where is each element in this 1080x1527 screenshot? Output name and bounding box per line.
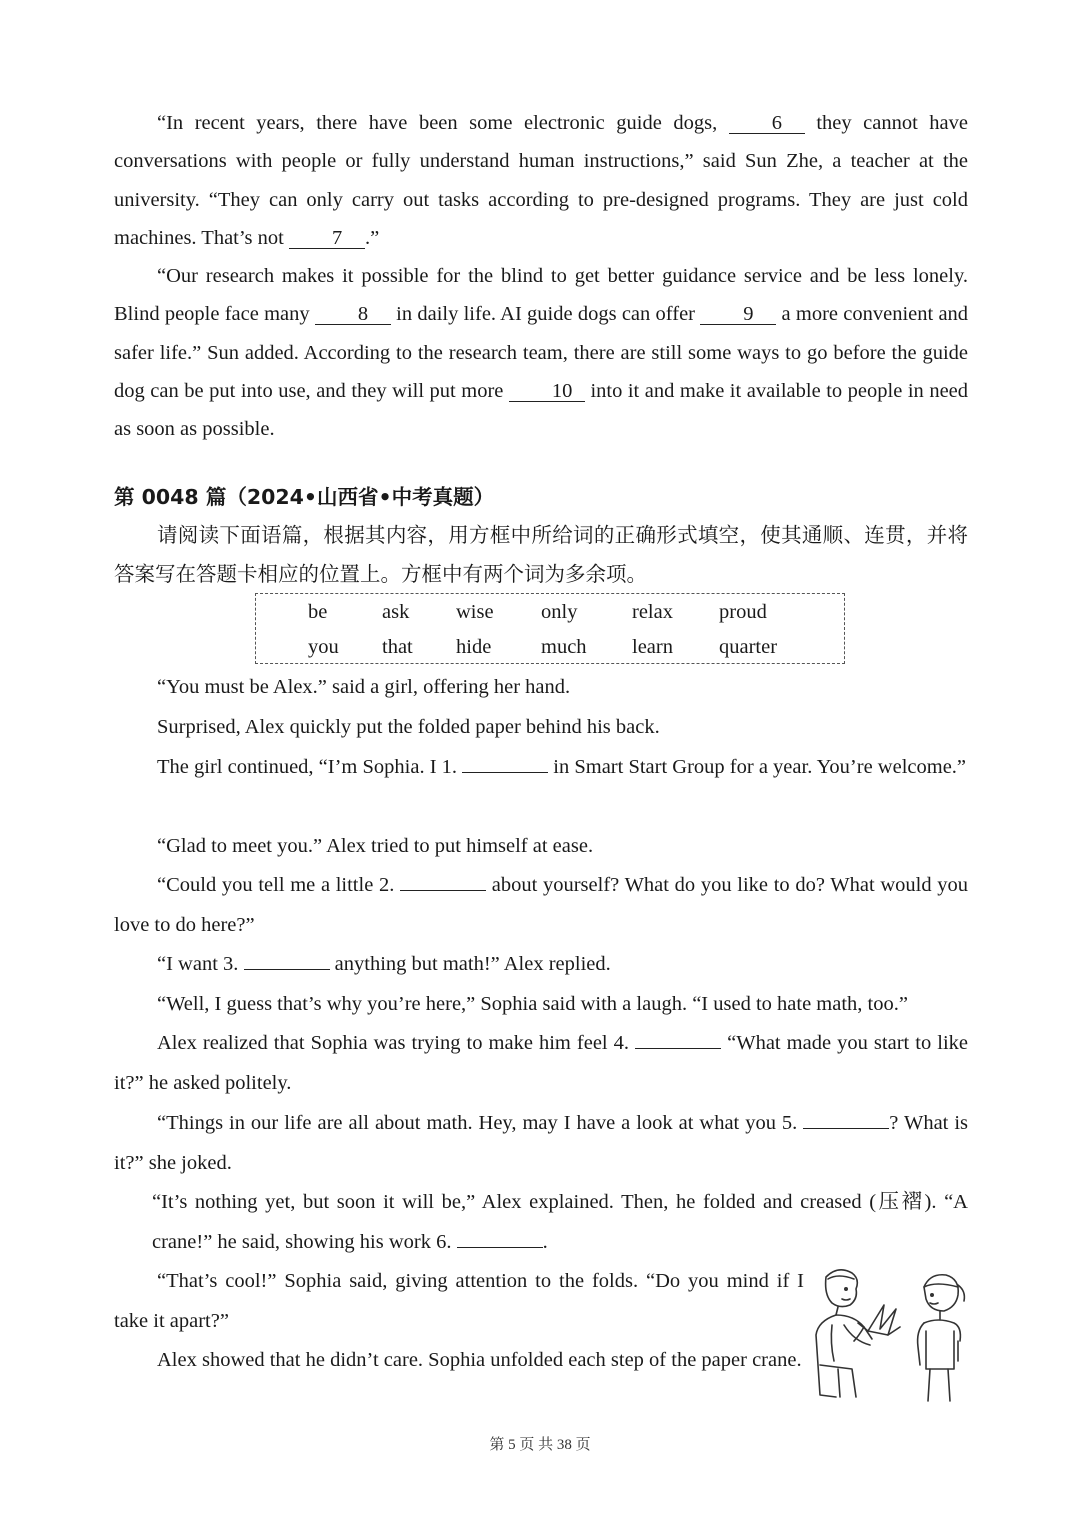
text: ? What is it?” she joked. — [114, 1112, 969, 1174]
story-line-7: “Well, I guess that’s why you’re here,” Sophia said with a laugh. “I used to hate math, too.” — [157, 993, 908, 1015]
story-line-6 — [114, 945, 968, 983]
word: learn — [632, 636, 673, 658]
blank-9[interactable]: 9 — [700, 304, 776, 325]
word: hide — [456, 636, 492, 658]
section-heading: 第 0048 篇（2024•山西省•中考真题） — [114, 485, 495, 509]
blank-3[interactable] — [244, 949, 330, 970]
story-line-10 — [152, 1183, 968, 1262]
word-box — [255, 593, 845, 664]
blank-7[interactable]: 7 — [289, 228, 365, 249]
blank-1[interactable] — [462, 752, 548, 773]
text: into it and make it available to people in need as soon as possible. — [114, 379, 969, 441]
text: Alex realized that Sophia was trying to make him feel 4. — [157, 1032, 630, 1054]
blank-2[interactable] — [400, 870, 486, 891]
passage1-paragraph2 — [114, 257, 968, 448]
story-line-2: Surprised, Alex quickly put the folded paper behind his back. — [157, 716, 660, 738]
text: a more convenient and safer life.” Sun added. According to the research team, there are still some ways to go before the guide dog can be put into use, and they will put more — [114, 303, 969, 402]
blank-4[interactable] — [635, 1028, 721, 1049]
story-line-8 — [114, 1024, 968, 1103]
instruction-text: 请阅读下面语篇，根据其内容，用方框中所给词的正确形式填空，使其通顺、连贯，并将答案写在答题卡相应的位置上。方框中有两个词为多余项。 — [114, 523, 968, 586]
passage1-paragraph1 — [114, 104, 968, 257]
word: much — [541, 636, 587, 658]
text: they cannot have conversations with people or fully understand human instructions,” said Sun Zhe, a teacher at the university. “They can only carry out tasks according to pre-designed programs. They are just cold machines. That’s not — [114, 112, 969, 249]
blank-6[interactable]: 6 — [729, 113, 805, 134]
blank-6-story[interactable] — [457, 1227, 543, 1248]
word: ask — [382, 601, 410, 623]
text: “Our research makes it possible for the blind to get better guidance service and be less lonely. Blind people face many — [114, 265, 968, 326]
boy-figure — [816, 1270, 872, 1397]
text: “Things in our life are all about math. Hey, may I have a look at what you 5. — [157, 1112, 798, 1134]
illustration-boy-girl-crane — [808, 1265, 972, 1405]
blank-8[interactable]: 8 — [315, 304, 391, 325]
word: wise — [456, 601, 494, 623]
page-number-footer: 第 5 页 共 38 页 — [489, 1437, 591, 1453]
story-line-3 — [114, 748, 968, 788]
story-line-5 — [114, 866, 968, 945]
text: . — [542, 1230, 548, 1253]
story-line-12: Alex showed that he didn’t care. Sophia unfolded each step of the paper crane. — [157, 1349, 802, 1371]
story-line-1: “You must be Alex.” said a girl, offering her hand. — [157, 676, 571, 698]
story-line-9 — [114, 1104, 968, 1183]
blank-5[interactable] — [803, 1108, 889, 1129]
text: “I want 3. — [157, 953, 239, 975]
text: “What made you start to like it?” he asked politely. — [114, 1032, 968, 1094]
text: “In recent years, there have been some electronic guide dogs, — [157, 112, 718, 134]
word: you — [308, 636, 339, 658]
story-line-4: “Glad to meet you.” Alex tried to put himself at ease. — [157, 835, 594, 857]
text: “Could you tell me a little 2. — [157, 874, 395, 896]
girl-figure — [918, 1275, 965, 1401]
story-line-11: “That’s cool!” Sophia said, giving attention to the folds. “Do you mind if I take it apart?” — [114, 1270, 804, 1332]
text: anything but math!” Alex replied. — [334, 953, 611, 975]
word: relax — [632, 601, 673, 623]
word: quarter — [719, 636, 778, 658]
text: in Smart Start Group for a year. You’re welcome.” — [553, 756, 967, 778]
paper-crane — [858, 1305, 900, 1335]
text: “It’s nothing yet, but soon it will be,” Alex explained. Then, he folded and creased (压褶). “A crane!” he said, showing his work 6. — [152, 1191, 968, 1253]
word: proud — [719, 601, 767, 623]
word: that — [382, 636, 413, 658]
text: about yourself? What do you like to do? What would you love to do here?” — [114, 874, 969, 936]
text: in daily life. AI guide dogs can offer — [396, 303, 695, 326]
word: only — [541, 601, 578, 623]
text: .” — [364, 226, 380, 249]
word: be — [308, 601, 328, 623]
blank-10[interactable]: 10 — [509, 381, 585, 402]
text: The girl continued, “I’m Sophia. I 1. — [157, 756, 458, 778]
